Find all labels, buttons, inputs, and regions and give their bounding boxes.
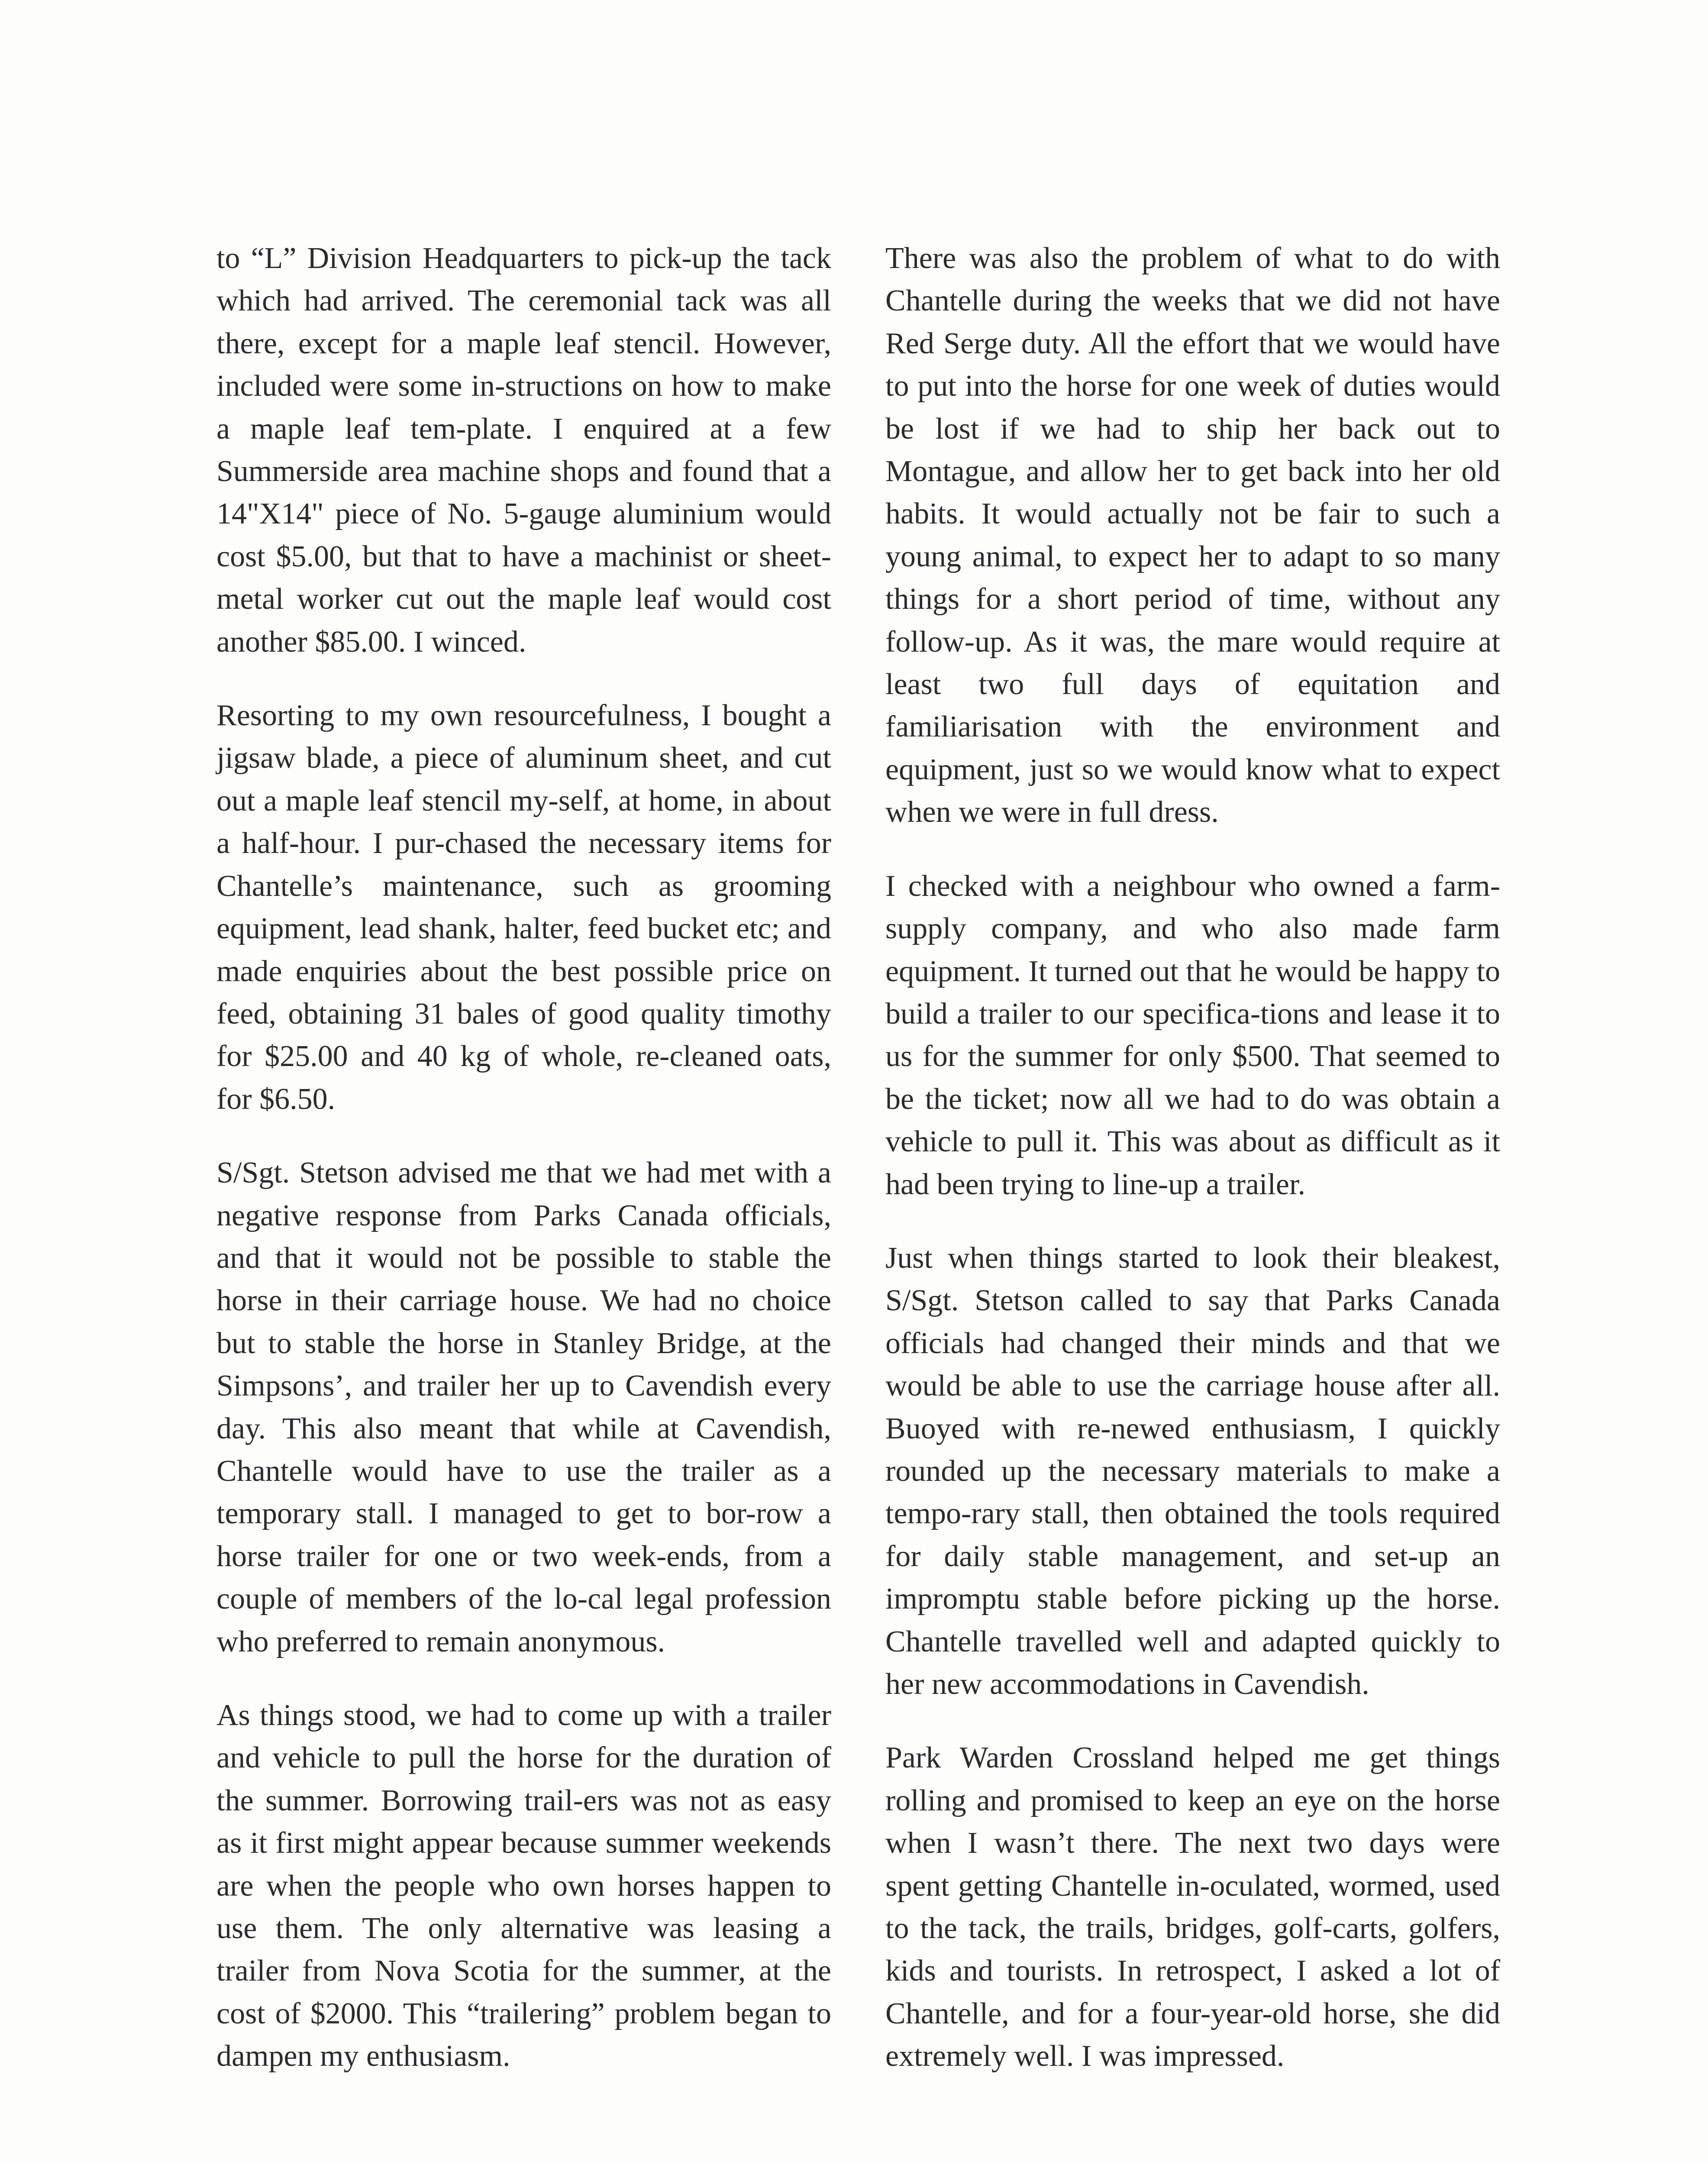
left-paragraph-4: As things stood, we had to come up with a trailer and vehicle to pull the horse for the duration of the summer. Borrowing trail-ers was not as easy as it first might appear because summer weekends are when the people who own horses happen to use them. The only alternative was leasing a trailer from Nova Scotia for the summer, at the cost of $2000. This “trailering” problem began to dampen my enthusiasm. — [216, 1699, 831, 2073]
right-text-column — [885, 237, 1500, 2078]
left-paragraph-3: S/Sgt. Stetson advised me that we had met with a negative response from Parks Canada officials, and that it would not be possible to stable the horse in their carriage house. We had no choice but to stable the horse in Stanley Bridge, at the Simpsons’, and trailer her up to Cavendish every day. This also meant that while at Cavendish, Chantelle would have to use the trailer as a temporary stall. I managed to get to bor-row a horse trailer for one or two week-ends, from a couple of members of the lo-cal legal profession who preferred to remain anonymous. — [216, 1156, 831, 1658]
left-paragraph-2: Resorting to my own resourcefulness, I bought a jigsaw blade, a piece of aluminum sheet, and cut out a maple leaf stencil my-self, at home, in about a half-hour. I pur-chased the necessary items for Chantelle’s maintenance, such as grooming equipment, lead shank, halter, feed bucket etc; and made enquiries about the best possible price on feed, obtaining 31 bales of good quality timothy for $25.00 and 40 kg of whole, re-cleaned oats, for $6.50. — [216, 699, 831, 1116]
right-paragraph-3: Just when things started to look their bleakest, S/Sgt. Stetson called to say that Parks Canada officials had changed their minds and that we would be able to use the carriage house after all. Buoyed with re-newed enthusiasm, I quickly rounded up the necessary materials to make a tempo-rary stall, then obtained the tools required for daily stable management, and set-up an impromptu stable before picking up the horse. Chantelle travelled well and adapted quickly to her new accommodations in Cavendish. — [885, 1241, 1500, 1701]
right-paragraph-1: There was also the problem of what to do with Chantelle during the weeks that we did not have Red Serge duty. All the effort that we would have to put into the horse for one week of duties would be lost if we had to ship her back out to Montague, and allow her to get back into her old habits. It would actually not be fair to such a young animal, to expect her to adapt to so many things for a short period of time, without any follow-up. As it was, the mare would require at least two full days of equitation and familiarisation with the environment and equipment, just so we would know what to expect when we were in full dress. — [885, 242, 1500, 829]
left-text-column — [216, 237, 831, 2078]
right-paragraph-4: Park Warden Crossland helped me get things rolling and promised to keep an eye on the horse when I wasn’t there. The next two days were spent getting Chantelle in-oculated, wormed, used to the tack, the trails, bridges, golf-carts, golfers, kids and tourists. In retrospect, I asked a lot of Chantelle, and for a four-year-old horse, she did extremely well. I was impressed. — [885, 1741, 1500, 2073]
right-paragraph-2: I checked with a neighbour who owned a farm-supply company, and who also made farm equipment. It turned out that he would be happy to build a trailer to our specifica-tions and lease it to us for the summer for only $500. That seemed to be the ticket; now all we had to do was obtain a vehicle to pull it. This was about as difficult as it had been trying to line-up a trailer. — [885, 869, 1500, 1201]
left-paragraph-1: to “L” Division Headquarters to pick-up the tack which had arrived. The ceremonial tack was all there, except for a maple leaf stencil. However, included were some in-structions on how to make a maple leaf tem-plate. I enquired at a few Summerside area machine shops and found that a 14"X14" piece of No. 5-gauge aluminium would cost $5.00, but that to have a machinist or sheet-metal worker cut out the maple leaf would cost another $85.00. I winced. — [216, 242, 831, 659]
